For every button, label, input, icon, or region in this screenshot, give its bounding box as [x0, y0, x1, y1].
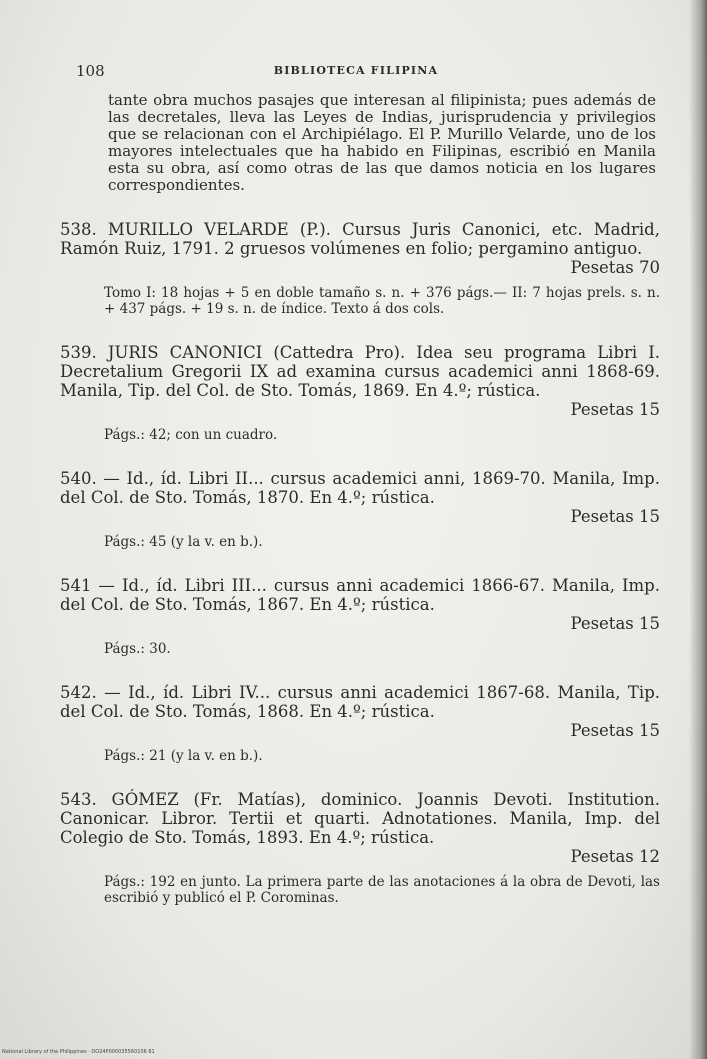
page-edge-shadow: [689, 0, 707, 1059]
entry-note: Págs.: 21 (y la v. en b.).: [104, 748, 263, 764]
scan-footer: National Library of the Philippines · DO24P000035560106 81: [2, 1049, 155, 1055]
entry-body: JURIS CANONICI (Cattedra Pro). Idea seu programa Libri I. Decretalium Gregorii IX ad examina cursus academici anni 1868-69. Manila, Tip. del Col. de Sto. Tomás, 1869. En 4.º; rústica.: [60, 343, 661, 400]
catalog-entry: [60, 683, 660, 764]
catalog-entry: [60, 220, 660, 317]
entry-body: — Id., íd. Libri II... cursus academici anni, 1869-70. Manila, Imp. del Col. de Sto. Tomás, 1870. En 4.º; rústica.: [60, 469, 660, 507]
entry-note: Págs.: 45 (y la v. en b.).: [104, 534, 263, 550]
catalog-entry: [60, 343, 660, 443]
entry-text-540: [60, 469, 660, 507]
entry-price: Pesetas 12: [570, 847, 660, 866]
entry-body: — Id., íd. Libri III... cursus anni academici 1866-67. Manila, Imp. del Col. de Sto. Tomás, 1867. En 4.º; rústica.: [60, 576, 660, 614]
entry-number: 539.: [60, 343, 97, 362]
intro-paragraph: tante obra muchos pasajes que interesan al filipinista; pues además de las decretales, lleva las Leyes de Indias, jurisprudencia y privilegios que se relacionan con el Archipiélago. El P. Murillo Velarde, uno de los mayores intelectuales que ha habido en Filipinas, escribió en Manila esta su obra, así como otras de las que damos noticia en los lugares correspondientes.: [108, 91, 656, 194]
entry-note: Págs.: 192 en junto. La primera parte de las anotaciones á la obra de Devoti, las escribió y publicó el P. Corominas.: [104, 874, 660, 906]
entry-price: Pesetas 70: [570, 258, 660, 277]
entry-text-543: [60, 790, 660, 847]
entry-price: Pesetas 15: [570, 614, 660, 633]
catalog-entry: [60, 469, 660, 550]
entry-number: 541: [60, 576, 92, 595]
running-head: BIBLIOTECA FILIPINA: [273, 64, 439, 77]
entry-number: 540.: [60, 469, 97, 488]
catalog-entry: [60, 576, 660, 657]
entry-note: Págs.: 30.: [104, 641, 171, 657]
entry-number: 543.: [60, 790, 97, 809]
entry-note: Tomo I: 18 hojas + 5 en doble tamaño s. n. + 376 págs.— II: 7 hojas prels. s. n. + 437 págs. + 19 s. n. de índice. Texto á dos cols.: [104, 285, 660, 317]
entry-text-542: [60, 683, 660, 721]
page-content: [60, 92, 660, 906]
entry-number: 538.: [60, 220, 97, 239]
entry-price: Pesetas 15: [570, 400, 660, 419]
entry-price: Pesetas 15: [570, 721, 660, 740]
entry-body: GÓMEZ (Fr. Matías), dominico. Joannis Devoti. Institution. Canonicar. Libror. Tertii et quarti. Adnotationes. Manila, Imp. del Colegio de Sto. Tomás, 1893. En 4.º; rústica.: [60, 790, 660, 847]
page-header: [76, 62, 636, 82]
catalog-entry: [60, 790, 660, 906]
entry-text-539: [60, 343, 660, 400]
entry-body: — Id., íd. Libri IV... cursus anni academici 1867-68. Manila, Tip. del Col. de Sto. Tomás, 1868. En 4.º; rústica.: [60, 683, 660, 721]
entry-note: Págs.: 42; con un cuadro.: [104, 427, 278, 443]
entry-text-538: [60, 220, 660, 258]
entry-body: MURILLO VELARDE (P.). Cursus Juris Canonici, etc. Madrid, Ramón Ruiz, 1791. 2 gruesos volúmenes en folio; pergamino antiguo.: [60, 220, 660, 258]
entry-price: Pesetas 15: [570, 507, 660, 526]
page-number: 108: [76, 62, 105, 80]
entry-text-541: [60, 576, 660, 614]
entry-number: 542.: [60, 683, 97, 702]
